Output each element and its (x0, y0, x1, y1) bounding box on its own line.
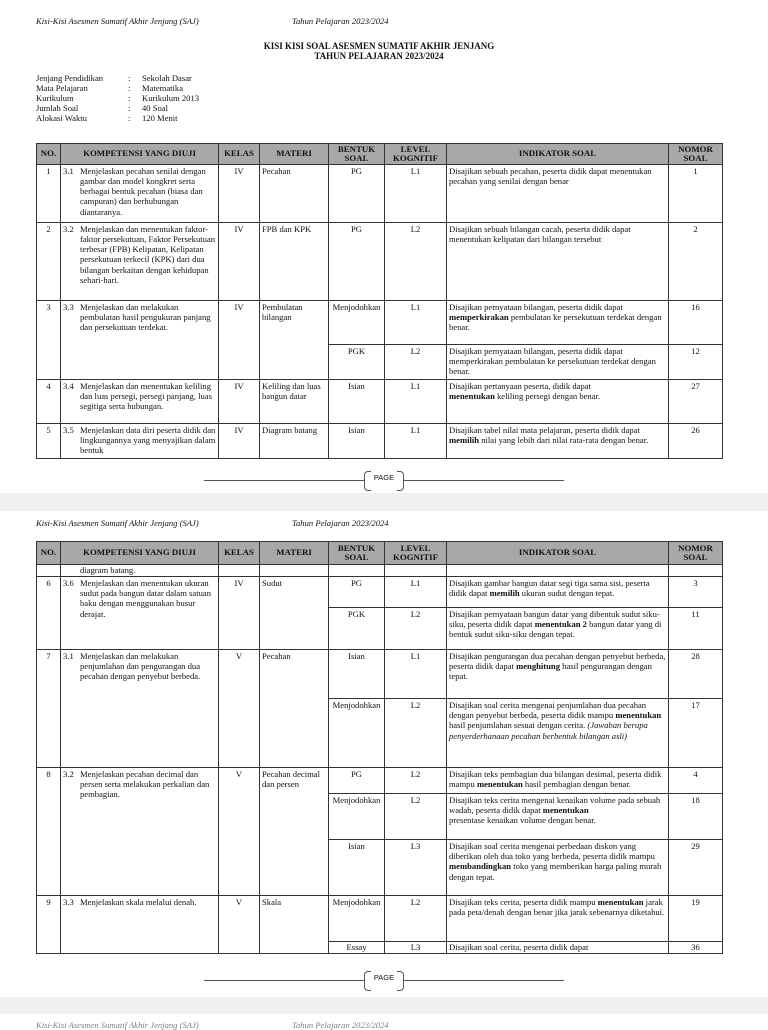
header-year: Tahun Pelajaran 2023/2024 (292, 16, 389, 26)
col-header: NOMOR SOAL (669, 542, 723, 565)
col-header: LEVEL KOGNITIF (385, 144, 447, 165)
page-footer (204, 469, 564, 491)
table-row: 5 3.5 Menjelaskan data diri peserta didik dan lingkungannya yang menyajikan dalam bentuk IV Diagram batang Isian L1 Disajikan tabel nilai mata pelajaran, peserta didik dapat memilih nilai yang lebih dari nilai rata-rata dengan benar. 26 (37, 424, 723, 459)
page-gap (0, 997, 768, 1014)
meta-row: Jumlah Soal : 40 Soal (36, 103, 169, 113)
document-page-1 (0, 0, 768, 493)
col-header: INDIKATOR SOAL (447, 542, 669, 565)
col-header: KELAS (219, 542, 260, 565)
kisi-table-page-2 (36, 541, 723, 954)
table-row: 4 3.4 Menjelaskan dan menentukan keliling dan luas persegi, persegi panjang, luas segitiga serta hubungan. IV Keliling dan luas bangun datar Isian L1 Disajikan pertanyaan peserta, didik dapat menentukan keliling persegi dengan benar. 27 (37, 380, 723, 424)
page-gap (0, 493, 768, 511)
table-row: Essay L3 Disajikan soal cerita, peserta didik dapat 36 (37, 942, 723, 954)
table-row: 9 3.3 Menjelaskan skala melalui denah. V Skala Menjodohkan L2 Disajikan teks cerita, peserta didik mampu menentukan jarak pada peta/denah dengan benar jika jarak sebenarnya diketahui. 19 (37, 896, 723, 942)
table-row: 3 3.3 Menjelaskan dan melakukan pembulatan hasil pengukuran panjang dan persekutuan terdekat. IV Pembulatan bilangan Menjodohkan L1 Disajikan pernyataan bilangan, peserta didik dapat memperkirakan pembulatan ke persekutuan terdekat dengan benar. 16 (37, 301, 723, 345)
table-row: 7 3.1 Menjelaskan dan melakukan penjumlahan dan pengurangan dua pecahan dengan penyebut berbeda. V Pecahan Isian L1 Disajikan pengurangan dua pecahan dengan penyebut berbeda, peserta didik dapat menghitung hasil pengurangan dengan tepat. 28 (37, 650, 723, 699)
table-row: 2 3.2 Menjelaskan dan menentukan faktor-faktor persekutuan, Faktor Persekutuan terbesar (FPB) Kelipatan, Kelipatan persekutuan terkecil (KPK) dari dua bilangan berkaitan dengan kehidupan sehari-hari. IV FPB dan KPK PG L2 Disajikan sebuah bilangan cacah, peserta didik dapat menentukan kelipatan dari bilangan tersebut 2 (37, 223, 723, 301)
col-header: LEVEL KOGNITIF (385, 542, 447, 565)
table-header-row (37, 144, 723, 165)
document-page-3: Kisi-Kisi Asesmen Sumatif Akhir Jenjang (SAJ) Tahun Pelajaran 2023/2024 (0, 1014, 768, 1024)
meta-row: Kurikulum : Kurikulum 2013 (36, 93, 200, 103)
document-title (36, 41, 722, 62)
col-header: KOMPETENSI YANG DIUJI (61, 144, 219, 165)
table-row: Menjodohkan L2 Disajikan soal cerita mengenai penjumlahan dua pecahan dengan penyebut berbeda, peserta didik mampu menentukan hasil penjumlahan sesuai dengan cerita. (Jawaban berupa penyerderhanaan pecahan berbentuk bilangan asli) 17 (37, 699, 723, 768)
col-header: MATERI (260, 542, 329, 565)
table-row-continued: diagram batang. (37, 565, 723, 577)
table-header-row (37, 542, 723, 565)
document-page-2: Kisi-Kisi Asesmen Sumatif Akhir Jenjang (SAJ) Tahun Pelajaran 2023/2024 NO. KOMPETENSI YANG DIUJI KELAS MATERI BENTUK SOAL LEVEL KOGNITIF INDIKATOR SOAL NOMOR SOAL diagram batang. 6 3.6 Menjelaskan dan menentukan ukuran sudut pada bangun datar dalam satuan baku dengan menggunakan busur derajat. IV Sudut PG L1 Disajikan gambar bangun datar segi tiga sama sisi, peserta didik dapat memilih ukuran sudut dengan tepat. 3 PGK L2 Disajikan pernyataan bangun datar yang dibentuk sudut siku-siku, peserta didik dapat menentukan 2 bangun datar yang di bentuk sudut siku-siku dengan tepat. 11 7 3.1 Menjelaskan dan melakukan penjumlahan dan pengurangan dua pecahan dengan penyebut berbeda. V Pecahan Isian L1 Disajikan pengurangan dua pecahan dengan penyebut berbeda, peserta didik dapat menghitung hasil pengurangan dengan tepat. 28 Menjodohkan L2 Disajikan soal cerita mengenai penjumlahan dua pecahan dengan penyebut berbeda, peserta didik mampu menentukan hasil penjumlahan sesuai dengan cerita. (Jawaban berupa penyerderhanaan pecahan berbentuk bilangan asli) 17 8 3.2 Menjelaskan pecahan decimal dan persen serta melakukan perkalian dan pembagian. V Pecahan decimal dan persen PG L2 Disajikan teks pembagian dua bilangan desimal, peserta didik mampu menentukan hasil pembagian dengan benar. 4 Menjodohkan L2 Disajikan teks cerita mengenai kenaikan volume pada sebuah wadah, peserta didik dapat menentukan presentase kenaikan volume dengan benar. 18 Isian L3 Disajikan soal cerita mengenai perbedaan diskon yang diberikan oleh dua toko yang berbeda, peserta didik mampu membandingkan toko yang memberikan harga paling murah dengan tepat. 29 9 3.3 Menjelaskan skala melalui denah. V Skala Menjodohkan L2 Disajikan teks cerita, peserta didik mampu menentukan jarak pada peta/denah dengan benar jika jarak sebenarnya diketahui. 19 Essay L3 Disajikan soal cerita, peserta didik dapat 36 PAGE (0, 511, 768, 997)
col-header: NO. (37, 144, 61, 165)
col-header: BENTUK SOAL (329, 144, 385, 165)
col-header: NO. (37, 542, 61, 565)
table-row: Menjodohkan L2 Disajikan teks cerita mengenai kenaikan volume pada sebuah wadah, peserta didik dapat menentukan presentase kenaikan volume dengan benar. 18 (37, 794, 723, 840)
header-title: Kisi-Kisi Asesmen Sumatif Akhir Jenjang (SAJ) (36, 16, 199, 26)
col-header: NOMOR SOAL (669, 144, 723, 165)
col-header: KELAS (219, 144, 260, 165)
page-number-badge: PAGE (364, 469, 404, 491)
kisi-table-page-1 (36, 143, 723, 459)
table-row: Isian L3 Disajikan soal cerita mengenai perbedaan diskon yang diberikan oleh dua toko yang berbeda, peserta didik mampu membandingkan toko yang memberikan harga paling murah dengan tepat. 29 (37, 840, 723, 896)
page-footer (204, 969, 564, 991)
meta-row: Mata Pelajaran : Matematika (36, 83, 184, 93)
page-number-badge: PAGE (364, 969, 404, 991)
table-row: 1 3.1 Menjelaskan pecahan senilai dengan gambar dan model kongkret serta berbagai bentuk pecahan (biasa dan campuran) dan berhubungan diantaranya. IV Pecahan PG L1 Disajikan sebuah pecahan, peserta didik dapat menentukan pecahan yang senilai dengan benar 1 (37, 165, 723, 223)
document-meta (36, 73, 199, 123)
table-row: PGK L2 Disajikan pernyataan bangun datar yang dibentuk sudut siku-siku, peserta didik dapat menentukan 2 bangun datar yang di bentuk sudut siku-siku dengan tepat. 11 (37, 608, 723, 650)
meta-row: Jenjang Pendidikan : Sekolah Dasar (36, 73, 192, 83)
col-header: BENTUK SOAL (329, 542, 385, 565)
table-row: 8 3.2 Menjelaskan pecahan decimal dan persen serta melakukan perkalian dan pembagian. V Pecahan decimal dan persen PG L2 Disajikan teks pembagian dua bilangan desimal, peserta didik mampu menentukan hasil pembagian dengan benar. 4 (37, 768, 723, 794)
title-line-1: KISI KISI SOAL ASESMEN SUMATIF AKHIR JENJANG (263, 41, 495, 51)
col-header: KOMPETENSI YANG DIUJI (61, 542, 219, 565)
table-row: 6 3.6 Menjelaskan dan menentukan ukuran sudut pada bangun datar dalam satuan baku dengan menggunakan busur derajat. IV Sudut PG L1 Disajikan gambar bangun datar segi tiga sama sisi, peserta didik dapat memilih ukuran sudut dengan tepat. 3 (37, 577, 723, 608)
col-header: MATERI (260, 144, 329, 165)
col-header: INDIKATOR SOAL (447, 144, 669, 165)
title-line-2: TAHUN PELAJARAN 2023/2024 (314, 51, 444, 62)
table-row: PGK L2 Disajikan pernyataan bilangan, peserta didik dapat memperkirakan pembulatan ke persekutuan terdekat dengan benar. 12 (37, 345, 723, 380)
meta-row: Alokasi Waktu : 120 Menit (36, 113, 178, 123)
